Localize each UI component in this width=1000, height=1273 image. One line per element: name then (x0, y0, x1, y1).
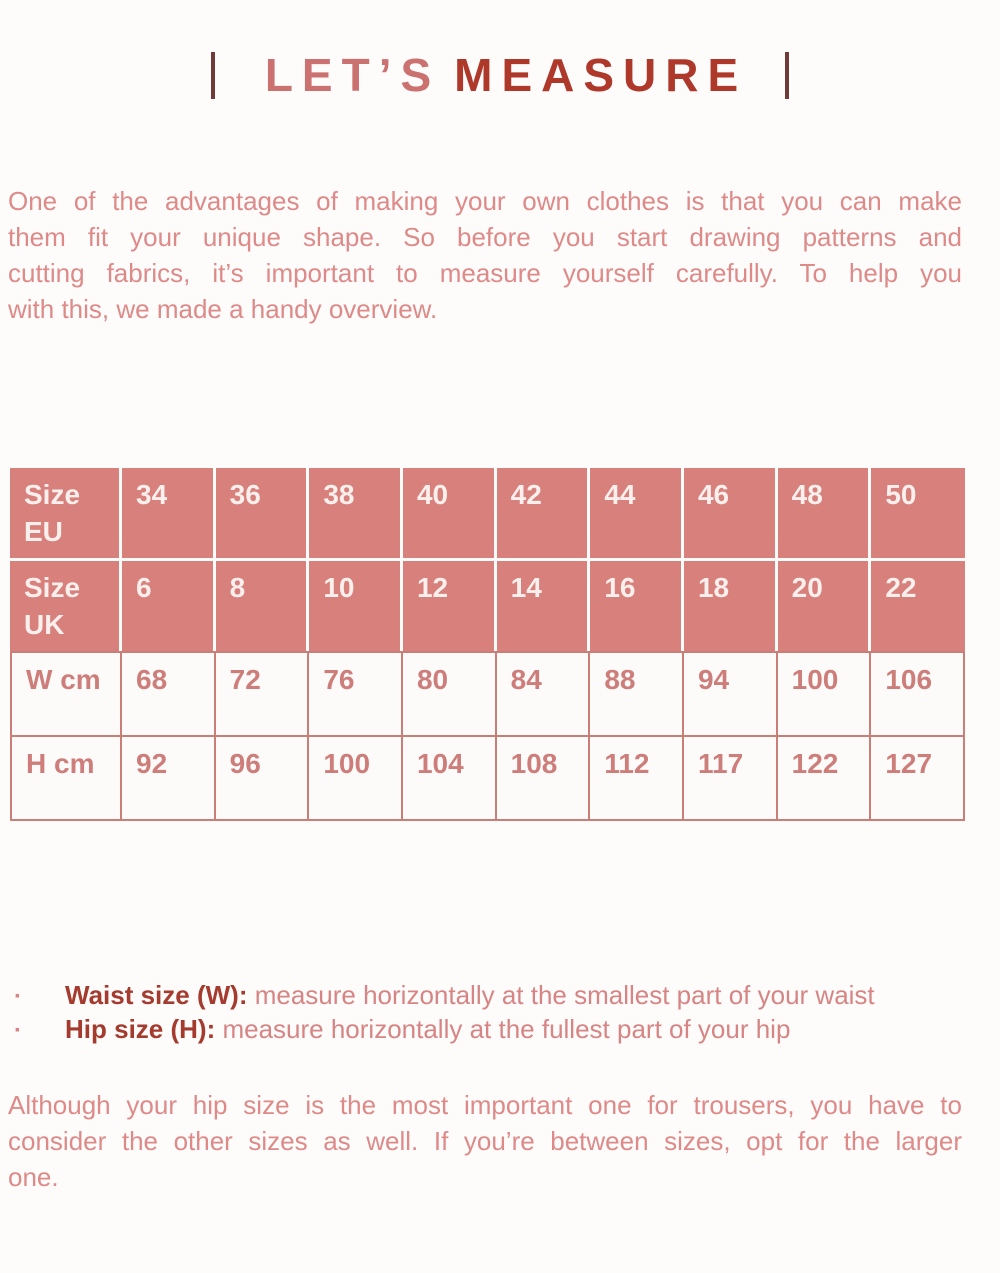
value-cell: 94 (684, 651, 778, 737)
value-cell: 96 (216, 737, 310, 821)
value-cell: 112 (590, 737, 684, 821)
title-word-measure: MEASURE (454, 49, 748, 101)
value-cell: 100 (309, 737, 403, 821)
value-cell: 72 (216, 651, 310, 737)
text-line: One of the advantages of making your own clothes is that you can make (8, 186, 962, 216)
value-cell: 68 (122, 651, 216, 737)
value-cell: 6 (122, 561, 216, 651)
value-cell: 106 (871, 651, 965, 737)
value-cell: 92 (122, 737, 216, 821)
text-line: Although your hip size is the most important one for trousers, you have to (8, 1090, 962, 1120)
value-cell: 12 (403, 561, 497, 651)
title-accent-bar-right (785, 52, 789, 99)
value-cell: 38 (309, 468, 403, 561)
value-cell: 34 (122, 468, 216, 561)
row-label-cell: W cm (10, 651, 122, 737)
text-line: with this, we made a handy overview. (8, 294, 438, 324)
value-cell: 40 (403, 468, 497, 561)
bullet-label: Waist size (W): (65, 980, 255, 1010)
bullet-item (8, 1013, 968, 1047)
bullet-text: measure horizontally at the fullest part of your hip (222, 1014, 791, 1044)
title-word-lets: LET’S (264, 49, 441, 101)
bullet-dot-icon: · (14, 1017, 22, 1044)
text-line: cutting fabrics, it’s important to measure yourself carefully. To help you (8, 258, 962, 288)
bullet-label: Hip size (H): (65, 1014, 223, 1044)
value-cell: 16 (590, 561, 684, 651)
value-cell: 42 (497, 468, 591, 561)
value-cell: 48 (778, 468, 872, 561)
value-cell: 84 (497, 651, 591, 737)
value-cell: 104 (403, 737, 497, 821)
text-line: one. (8, 1162, 59, 1192)
bullet-dot-icon: · (14, 983, 22, 1010)
bullet-item (8, 979, 968, 1013)
value-cell: 22 (871, 561, 965, 651)
value-cell: 44 (590, 468, 684, 561)
page-title (0, 46, 1000, 104)
measurement-table (10, 468, 965, 821)
row-label-cell: Size UK (10, 561, 122, 651)
value-cell: 100 (778, 651, 872, 737)
bullet-text: measure horizontally at the smallest part of your waist (254, 980, 875, 1010)
value-cell: 46 (684, 468, 778, 561)
text-line: consider the other sizes as well. If you’re between sizes, opt for the larger (8, 1126, 962, 1156)
bullet-list (8, 979, 968, 1047)
text-line: them fit your unique shape. So before you start drawing patterns and (8, 222, 962, 252)
row-label-cell: Size EU (10, 468, 122, 561)
value-cell: 122 (778, 737, 872, 821)
value-cell: 76 (309, 651, 403, 737)
value-cell: 80 (403, 651, 497, 737)
value-cell: 14 (497, 561, 591, 651)
value-cell: 127 (871, 737, 965, 821)
outro-paragraph (8, 1087, 962, 1195)
value-cell: 50 (871, 468, 965, 561)
row-label-cell: H cm (10, 737, 122, 821)
value-cell: 10 (309, 561, 403, 651)
value-cell: 20 (778, 561, 872, 651)
value-cell: 88 (590, 651, 684, 737)
title-accent-bar-left (211, 52, 215, 99)
value-cell: 8 (216, 561, 310, 651)
intro-paragraph (8, 183, 962, 327)
value-cell: 117 (684, 737, 778, 821)
value-cell: 36 (216, 468, 310, 561)
value-cell: 108 (497, 737, 591, 821)
value-cell: 18 (684, 561, 778, 651)
